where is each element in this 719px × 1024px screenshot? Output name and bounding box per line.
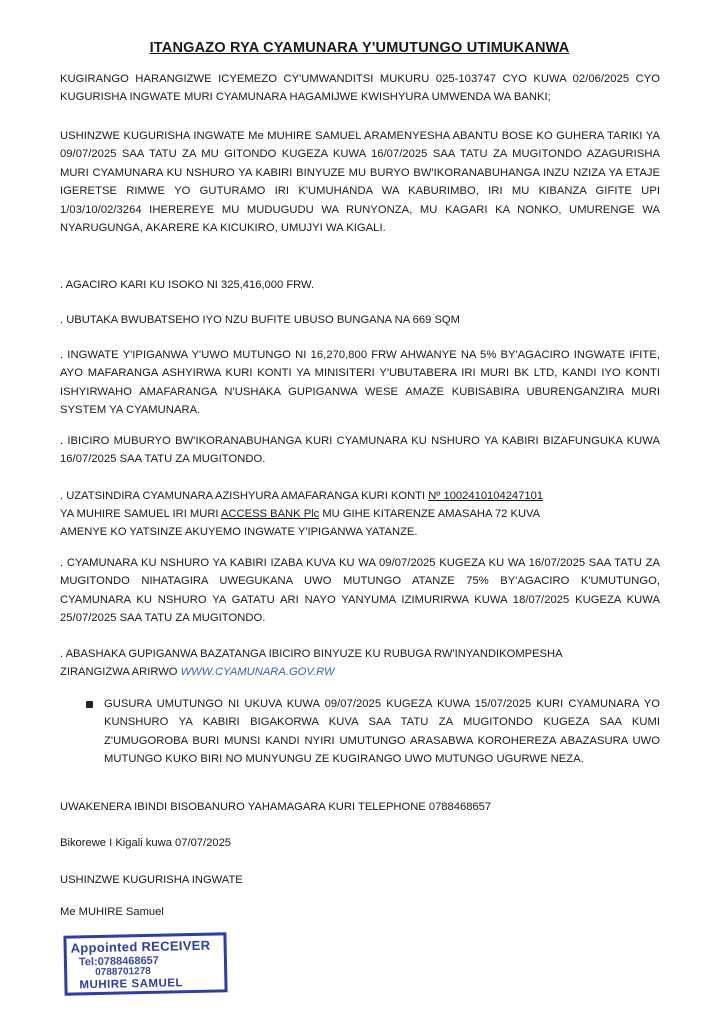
bank-name: ACCESS BANK Plc [221,508,320,520]
visit-paragraph: GUSURA UMUTUNGO NI UKUVA KUWA 09/07/2025 KUGEZA KUWA 15/07/2025 KURI CYAMUNARA YO KUNSHURO YA KABIRI BIGAKORWA KUVA SAA TATU ZA MUGITONDO KUGEZA SAA KUMI Z'UMUGOROBA BURI MUNSI KANDI NYIRI UMUTUNGO ARASABWA KOROHEREZA ABAZASURA UWO MUTUNGO KUKO BIRI NO MUNYUNGU ZE KUGIRANGO UWO MUTUNGO UGURWE NEZA. [104,698,660,766]
intro-paragraph: KUGIRANGO HARANGIZWE ICYEMEZO CY'UMWANDITSI MUKURU 025-103747 CYO KUWA 02/06/2025 CYO KUGURISHA INGWATE MURI CYAMUNARA HAGAMIJWE KWISHYURA UMWENDA WA BANKI; [60,73,660,104]
signatory-role: USHINZWE KUGURISHA INGWATE [60,874,243,886]
bullet-icon [86,701,93,708]
stamp-line-3: 0788701278 [95,965,151,979]
account-number: Nº 1002410104247101 [428,490,544,502]
payment-line-3: AMENYE KO YATSINZE AKUYEMO INGWATE Y'IPIGANWA YATANZE. [60,526,418,538]
payment-text-3: MU GIHE KITARENZE AMASAHA 72 KUVA [319,508,541,520]
stamp-line-1: Appointed RECEIVER [70,937,211,956]
schedule-paragraph: . CYAMUNARA KU NSHURO YA KABIRI IZABA KUVA KU WA 09/07/2025 KUGEZA KU WA 16/07/2025 SAA TATU ZA MUGITONDO NIHATAGIRA UWEGUKANA UWO MUTUNGO ATANZE 75% BY'AGACIRO K'UMUTUNGO, CYAMUNARA KU NSHURO YA GATATU ARI NAYO YANYUMA IZIMURIRWA KUWA 18/07/2025 KUGEZA KUWA 25/07/2025 SAA TATU ZA MUGITONDO. [60,557,660,625]
bids-paragraph: . IBICIRO MUBURYO BW'IKORANABUHANGA KURI CYAMUNARA KU NSHURO YA KABIRI BIZAFUNGUKA KUWA 16/07/2025 SAA TATU ZA MUGITONDO. [60,435,660,466]
payment-line-2 [60,505,540,523]
payment-line-1 [60,487,543,505]
payment-text-1: . UZATSINDIRA CYAMUNARA AZISHYURA AMAFARANGA KURI KONTI [60,490,429,502]
website-line-2 [60,663,335,681]
receiver-stamp [63,932,227,995]
website-line-1: . ABASHAKA GUPIGANWA BAZATANGA IBICIRO BINYUZE KU RUBUGA RW'INYANDIKOMPESHA [60,648,563,660]
website-text: ZIRANGIZWA ARIRWO [60,666,181,678]
signed-place-date: Bikorewe I Kigali kuwa 07/07/2025 [60,837,232,849]
website-link[interactable]: WWW.CYAMUNARA.GOV.RW [180,666,335,678]
signatory-name: Me MUHIRE Samuel [60,906,164,918]
stamp-line-2: Tel:0788468657 [78,954,159,969]
notice-title: ITANGAZO RYA CYAMUNARA Y'UMUTUNGO UTIMUKANWA [149,40,570,56]
main-paragraph: USHINZWE KUGURISHA INGWATE Me MUHIRE SAMUEL ARAMENYESHA ABANTU BOSE KO GUHERA TARIKI YA 09/07/2025 SAA TATU ZA MU GITONDO KUGEZA KUWA 16/07/2025 SAA TATU ZA MUGITONDO AZAGURISHA MURI CYAMUNARA KU NSHURO YA KABIRI BINYUZE MU BURYO BW'IKORANABUHANGA INZU NZIZA YA ETAJE IGERETSE RIMWE YO GUTURAMO IRI K'UMUHANDA WA KABURIMBO, IRI MU KIBANZA GIFITE UPI 1/03/10/02/3264 IHEREREYE MU MUDUGUDU WA RUNYONZA, MU KAGARI KA NONKO, UMURENGE WA NYARUGUNGA, AKARERE KA KICUKIRO, UMUJYI WA KIGALI. [60,130,660,235]
payment-text-2: YA MUHIRE SAMUEL IRI MURI [60,508,221,520]
market-value-line: . AGACIRO KARI KU ISOKO NI 325,416,000 FRW. [60,279,315,291]
deposit-paragraph: . INGWATE Y'IPIGANWA Y'UWO MUTUNGO NI 16,270,800 FRW AHWANYE NA 5% BY'AGACIRO INGWATE IFITE, AYO MAFARANGA ASHYIRWA KURI KONTI YA MINISITERI Y'UBUTABERA IRI MURI BK LTD, KANDI IYO KONTI ISHYIRWAHO AMAFARANGA N'USHAKA GUPIGANWA WESE AMAZE KUBISABIRA UBURENGANZIRA MURI SYSTEM YA CYAMUNARA. [60,349,660,417]
land-size-line: . UBUTAKA BWUBATSEHO IYO NZU BUFITE UBUSO BUNGANA NA 669 SQM [60,314,460,326]
stamp-line-4: MUHIRE SAMUEL [79,977,184,992]
contact-line: UWAKENERA IBINDI BISOBANURO YAHAMAGARA KURI TELEPHONE 0788468657 [60,801,492,813]
